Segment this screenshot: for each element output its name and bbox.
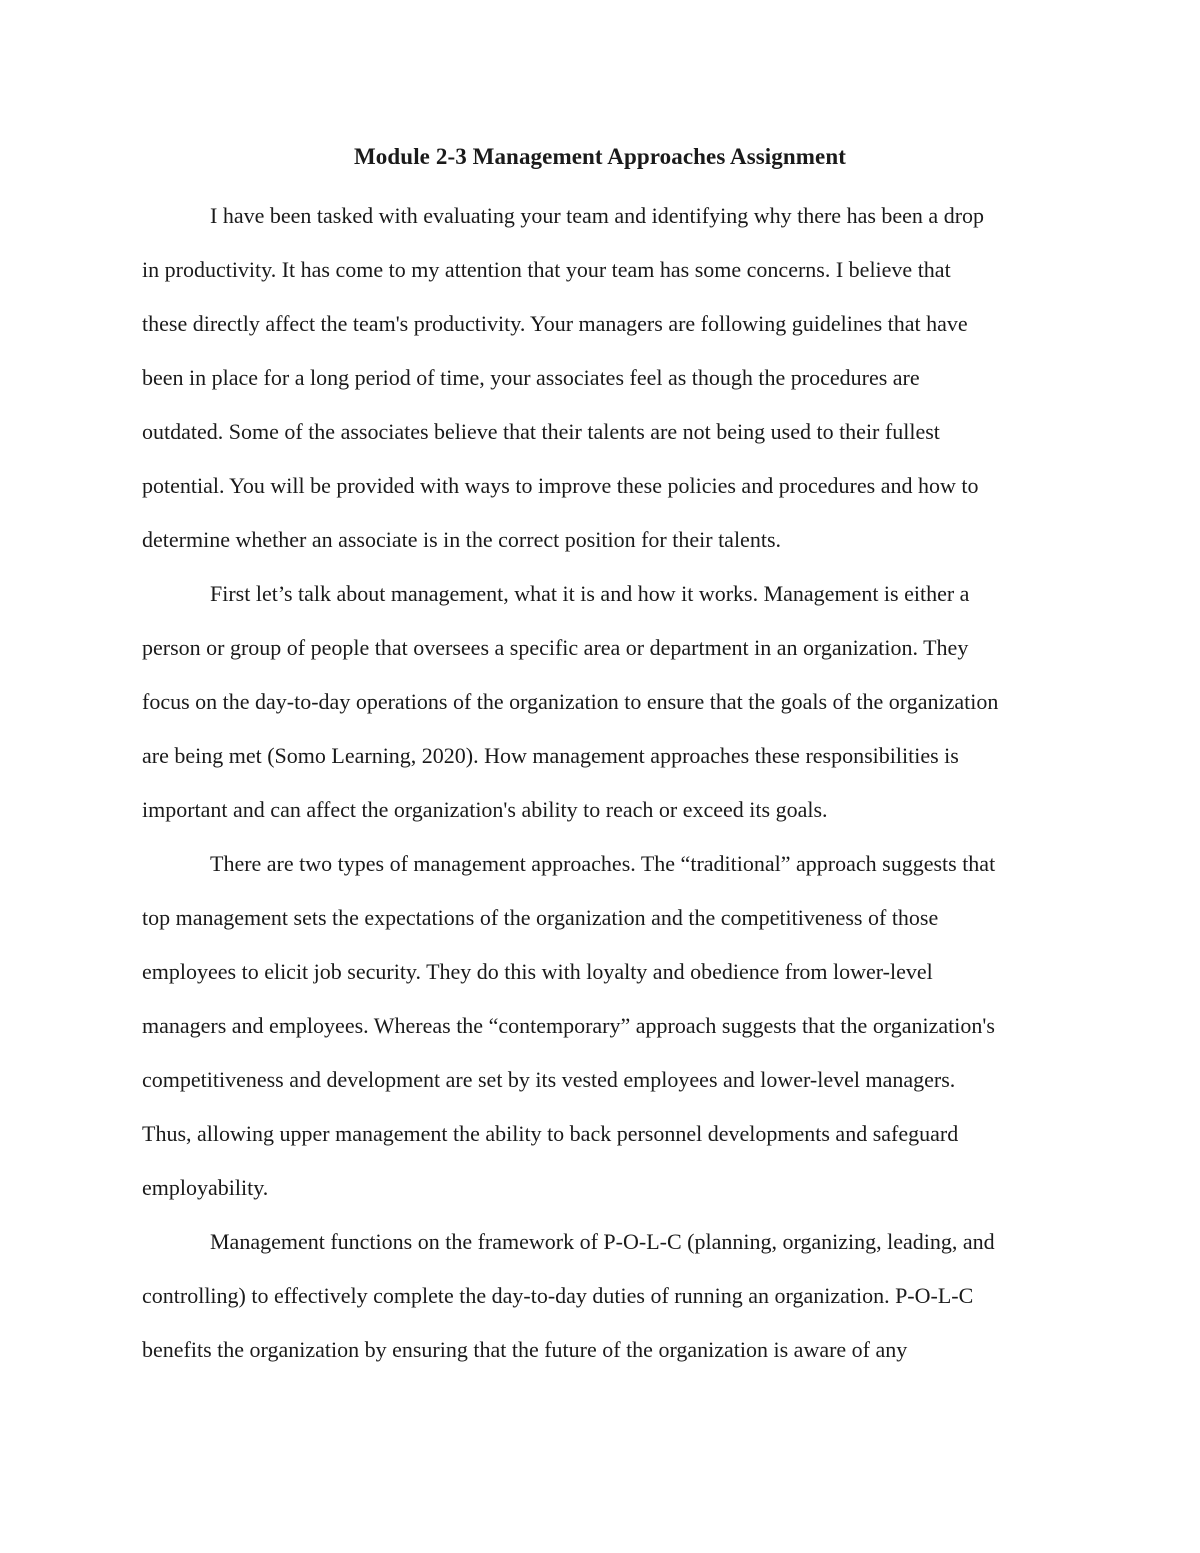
paragraph-3-line-5: competitiveness and development are set by its vested employees and lower-level managers. bbox=[142, 1067, 956, 1092]
paragraph-1-line-2: in productivity. It has come to my attention that your team has some concerns. I believe that bbox=[142, 257, 951, 282]
paragraph-3-line-7: employability. bbox=[142, 1175, 269, 1200]
document-title: Module 2-3 Management Approaches Assignment bbox=[354, 144, 846, 169]
paragraph-2-line-1: First let’s talk about management, what it is and how it works. Management is either a bbox=[210, 581, 970, 606]
paragraph-3-line-1: There are two types of management approaches. The “traditional” approach suggests that bbox=[210, 851, 996, 876]
paragraph-1-line-5: outdated. Some of the associates believe that their talents are not being used to their fullest bbox=[142, 419, 940, 444]
paragraph-2-line-3: focus on the day-to-day operations of the organization to ensure that the goals of the organization bbox=[142, 689, 999, 714]
paragraph-4-line-3: benefits the organization by ensuring that the future of the organization is aware of any bbox=[142, 1337, 908, 1362]
paragraph-4-line-2: controlling) to effectively complete the day-to-day duties of running an organization. P-O-L-C bbox=[142, 1283, 974, 1308]
paragraph-1-line-1: I have been tasked with evaluating your team and identifying why there has been a drop bbox=[210, 203, 985, 228]
paragraph-1-line-7: determine whether an associate is in the correct position for their talents. bbox=[142, 527, 781, 552]
paragraph-2-line-5: important and can affect the organization's ability to reach or exceed its goals. bbox=[142, 797, 828, 822]
paragraph-3-line-6: Thus, allowing upper management the ability to back personnel developments and safeguard bbox=[142, 1121, 959, 1146]
paragraph-3-line-3: employees to elicit job security. They do this with loyalty and obedience from lower-level bbox=[142, 959, 933, 984]
paragraph-2-line-4: are being met (Somo Learning, 2020). How management approaches these responsibilities is bbox=[142, 743, 959, 768]
paragraph-3-line-4: managers and employees. Whereas the “contemporary” approach suggests that the organization's bbox=[142, 1013, 995, 1038]
paragraph-3-line-2: top management sets the expectations of the organization and the competitiveness of those bbox=[142, 905, 939, 930]
paragraph-1-line-6: potential. You will be provided with ways to improve these policies and procedures and how to bbox=[142, 473, 979, 498]
paragraph-4-line-1: Management functions on the framework of P-O-L-C (planning, organizing, leading, and bbox=[210, 1229, 995, 1254]
paragraph-1-line-3: these directly affect the team's productivity. Your managers are following guidelines that have bbox=[142, 311, 968, 336]
paragraph-2-line-2: person or group of people that oversees a specific area or department in an organization. They bbox=[142, 635, 969, 660]
paragraph-1-line-4: been in place for a long period of time, your associates feel as though the procedures are bbox=[142, 365, 920, 390]
